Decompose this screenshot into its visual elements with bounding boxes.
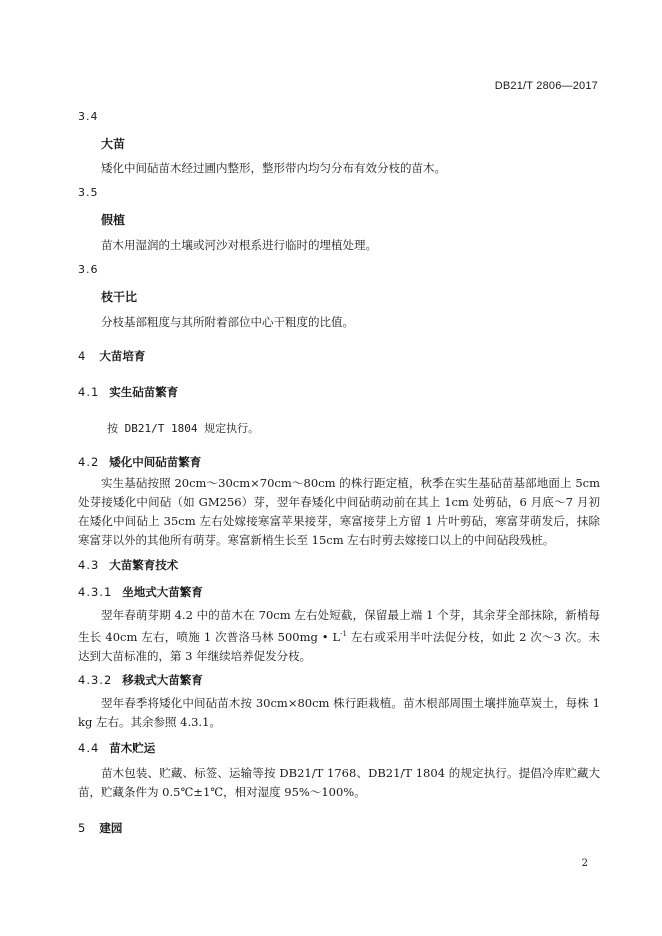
paragraph-text: 左右或采用半叶法促分枝，如此 2 次～3 次。未达到大苗标准的，第 3 年继续培养促发分枝。 (78, 629, 600, 663)
subsection-heading (78, 672, 203, 688)
section-number: 5 (78, 821, 86, 835)
subsection-title: 坐地式大苗繁育 (122, 585, 203, 599)
paragraph: 实生基砧按照 20cm～30cm×70cm～80cm 的株行距定植，秋季在实生基砧苗基部地面上 5cm 处芽接矮化中间砧（如 GM256）芽，翌年春矮化中间砧萌动前在其上 1cm 处剪砧，6 月底～7 月初在矮化中间砧上 35cm 左右处嫁接寒富苹果接芽，寒富接芽上方留 1 片叶剪砧，寒富芽萌发后，抹除寒富芽以外的其他所有萌芽。寒富新梢生长至 15cm 左右时剪去嫁接口以上的中间砧段残桩。 (78, 476, 600, 547)
section-title: 建园 (99, 821, 123, 835)
subsection-number: 4.3 (78, 558, 100, 572)
term-number: 3.4 (78, 110, 99, 123)
paragraph: 按 DB21/T 1804 规定执行。 (107, 422, 260, 435)
term-title: 假植 (101, 213, 126, 227)
section-heading (78, 348, 145, 364)
paragraph: 苗木包装、贮藏、标签、运输等按 DB21/T 1768、DB21/T 1804 的规定执行。提倡冷库贮藏大苗，贮藏条件为 0.5℃±1℃，相对湿度 95%～100%。 (78, 766, 600, 799)
subsection-title: 实生砧苗繁育 (109, 385, 179, 399)
subsection-heading (78, 384, 178, 400)
subsection-number: 4.2 (78, 455, 100, 469)
subsection-number: 4.3.2 (78, 673, 113, 687)
superscript: -1 (340, 630, 347, 638)
subsection-heading (78, 557, 178, 573)
subsection-title: 矮化中间砧苗繁育 (109, 455, 202, 469)
term-definition: 苗木用湿润的土壤或河沙对根系进行临时的埋植处理。 (101, 238, 377, 252)
document-code: DB21/T 2806—2017 (494, 80, 598, 92)
section-heading (78, 820, 122, 836)
subsection-title: 苗木贮运 (109, 741, 156, 755)
term-title: 大苗 (101, 137, 126, 151)
paragraph-text: 翌年春萌芽期 4.2 中的苗木在 70cm 左右处短截，保留最上端 1 个芽，其余芽全部抹除，新梢每生长 40cm 左右，喷施 1 次普洛马林 500mg • L (78, 608, 600, 644)
subsection-title: 移栽式大苗繁育 (122, 673, 203, 687)
term-title: 枝干比 (101, 290, 138, 304)
term-definition: 矮化中间砧苗木经过圃内整形，整形带内均匀分布有效分枝的苗木。 (101, 161, 446, 175)
term-definition: 分枝基部粗度与其所附着部位中心干粗度的比值。 (101, 315, 354, 329)
subsection-number: 4.4 (78, 741, 100, 755)
subsection-heading (78, 584, 203, 600)
subsection-heading (78, 454, 201, 470)
term-number: 3.5 (78, 186, 99, 199)
subsection-heading (78, 740, 155, 756)
subsection-title: 大苗繁育技术 (109, 558, 179, 572)
term-number: 3.6 (78, 263, 99, 276)
section-number: 4 (78, 349, 86, 363)
page-number: 2 (581, 858, 588, 869)
paragraph (78, 606, 600, 666)
subsection-number: 4.3.1 (78, 585, 113, 599)
subsection-number: 4.1 (78, 385, 100, 399)
paragraph: 翌年春季将矮化中间砧苗木按 30cm×80cm 株行距栽植。苗木根部周围土壤拌施草炭土，每株 1kg 左右。其余参照 4.3.1。 (78, 696, 600, 729)
section-title: 大苗培育 (99, 349, 146, 363)
